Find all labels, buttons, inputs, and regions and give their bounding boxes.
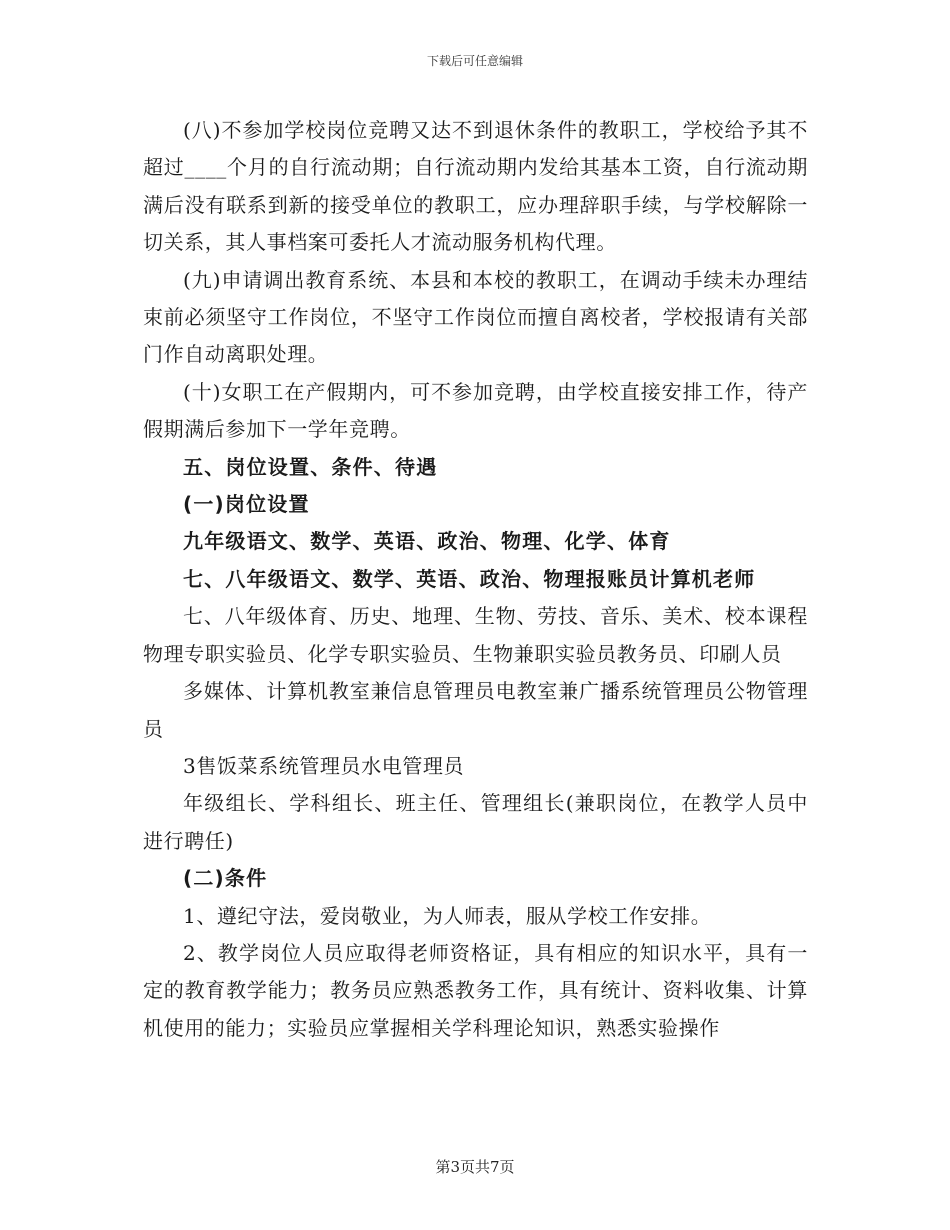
media-positions: 多媒体、计算机教室兼信息管理员电教室兼广播系统管理员公物管理员 [143,679,808,741]
grade9-positions: 九年级语文、数学、英语、政治、物理、化学、体育 [183,529,671,554]
page-number: 第3页共7页 [435,1158,515,1176]
document-body [143,112,808,1047]
subheading-positions: (一)岗位设置 [183,492,310,517]
grade7-8-other-positions: 七、八年级体育、历史、地理、生物、劳技、音乐、美术、校本课程物理专职实验员、化学专职实验员、生物兼职实验员教务员、印刷人员 [143,604,808,666]
subheading-conditions: (二)条件 [183,866,268,891]
canteen-positions: 3售饭菜系统管理员水电管理员 [183,753,465,778]
paragraph-8: (八)不参加学校岗位竞聘又达不到退休条件的教职工，学校给予其不超过____个月的自行流动期；自行流动期内发给其基本工资，自行流动期满后没有联系到新的接受单位的教职工，应办理辞职手续，与学校解除一切关系，其人事档案可委托人才流动服务机构代理。 [143,118,808,255]
page-header: 下载后可任意编辑 [426,54,523,68]
paragraph-10: (十)女职工在产假期内，可不参加竞聘，由学校直接安排工作，待产假期满后参加下一学年竞聘。 [143,379,808,442]
condition-2: 2、教学岗位人员应取得老师资格证，具有相应的知识水平，具有一定的教育教学能力；教务员应熟悉教务工作，具有统计、资料收集、计算机使用的能力；实验员应掌握相关学科理论知识，熟悉实验操作 [143,940,808,1040]
section-heading-5: 五、岗位设置、条件、待遇 [183,454,438,479]
paragraph-9: (九)申请调出教育系统、本县和本校的教职工，在调动手续未办理结束前必须坚守工作岗位，不坚守工作岗位而擅自离校者，学校报请有关部门作自动离职处理。 [143,267,808,367]
leader-positions: 年级组长、学科组长、班主任、管理组长(兼职岗位，在教学人员中进行聘任) [143,791,808,853]
grade7-8-positions: 七、八年级语文、数学、英语、政治、物理报账员计算机老师 [183,566,756,591]
condition-1: 1、遵纪守法，爱岗敬业，为人师表，服从学校工作安排。 [183,903,712,928]
